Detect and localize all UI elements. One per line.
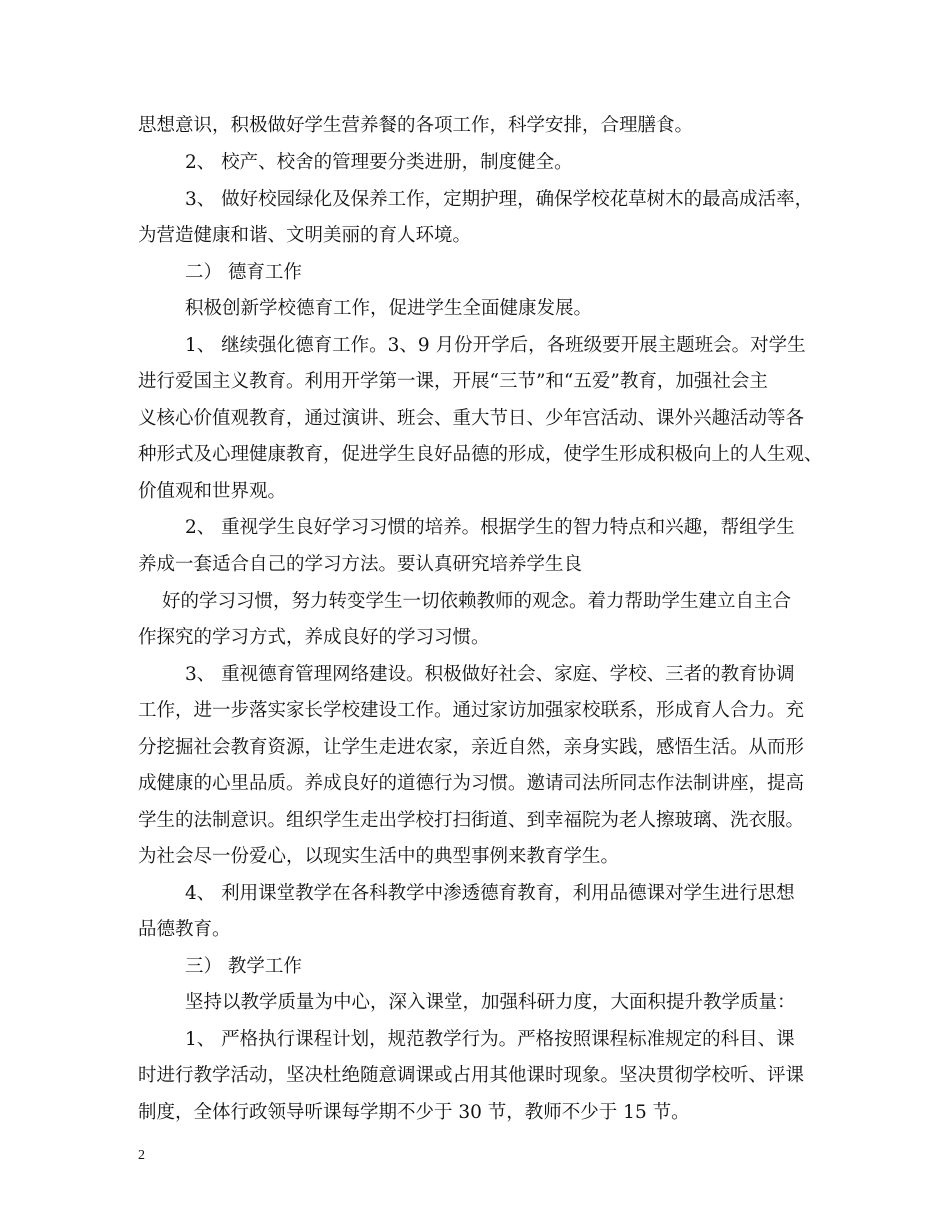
text-line: 好的学习习惯，努力转变学生一切依赖教师的观念。着力帮助学生建立自主合 [162,591,792,612]
text-line: 2、 校产、校舍的管理要分类进册，制度健全。 [185,152,573,173]
text-line: 作探究的学习方式，养成良好的学习习惯。 [138,627,490,648]
text-line: 学生的法制意识。组织学生走出学校打扫街道、到幸福院为老人擦玻璃、洗衣服。 [138,810,805,831]
text-line: 坚持以教学质量为中心，深入课堂，加强科研力度，大面积提升教学质量： [185,992,796,1013]
text-line: 工作，进一步落实家长学校建设工作。通过家访加强家校联系，形成育人合力。充 [138,700,805,721]
section-heading: 三） 教学工作 [185,956,302,977]
page-number: 2 [138,1148,145,1163]
text-line: 进行爱国主义教育。利用开学第一课，开展“三节”和“五爱”教育，加强社会主 [138,371,768,392]
text-line: 3、 做好校园绿化及保养工作，定期护理，确保学校花草树木的最高成活率， [185,189,814,210]
text-line: 种形式及心理健康教育，促进学生良好品德的形成，使学生形成积极向上的人生观、 [138,444,823,465]
text-line: 为社会尽一份爱心，以现实生活中的典型事例来教育学生。 [138,846,620,867]
text-line: 1、 严格执行课程计划，规范教学行为。严格按照课程标准规定的科目、课 [185,1029,795,1050]
text-line: 价值观和世界观。 [138,481,287,502]
text-line: 积极创新学校德育工作，促进学生全面健康发展。 [185,298,593,319]
text-line: 时进行教学活动，坚决杜绝随意调课或占用其他课时现象。坚决贯彻学校听、评课 [138,1065,805,1086]
text-line: 2、 重视学生良好学习习惯的培养。根据学生的智力特点和兴趣，帮组学生 [185,517,795,538]
text-line: 思想意识，积极做好学生营养餐的各项工作，科学安排，合理膳食。 [138,115,694,136]
text-line: 义核心价值观教育，通过演讲、班会、重大节日、少年宫活动、课外兴趣活动等各 [138,408,805,429]
text-line: 1、 继续强化德育工作。3、9 月份开学后，各班级要开展主题班会。对学生 [185,335,806,356]
text-line: 成健康的心里品质。养成良好的道德行为习惯。邀请司法所同志作法制讲座，提高 [138,773,805,794]
text-line: 养成一套适合自己的学习方法。要认真研究培养学生良 [138,554,583,575]
section-heading: 二） 德育工作 [185,262,302,283]
text-line: 4、 利用课堂教学在各科教学中渗透德育教育，利用品德课对学生进行思想 [185,883,795,904]
text-line: 分挖掘社会教育资源，让学生走进农家，亲近自然，亲身实践，感悟生活。从而形 [138,737,805,758]
text-line: 制度，全体行政领导听课每学期不少于 30 节，教师不少于 15 节。 [138,1102,690,1123]
text-line: 3、 重视德育管理网络建设。积极做好社会、家庭、学校、三者的教育协调 [185,664,795,685]
text-line: 品德教育。 [138,919,231,940]
text-line: 为营造健康和谐、文明美丽的育人环境。 [138,225,472,246]
